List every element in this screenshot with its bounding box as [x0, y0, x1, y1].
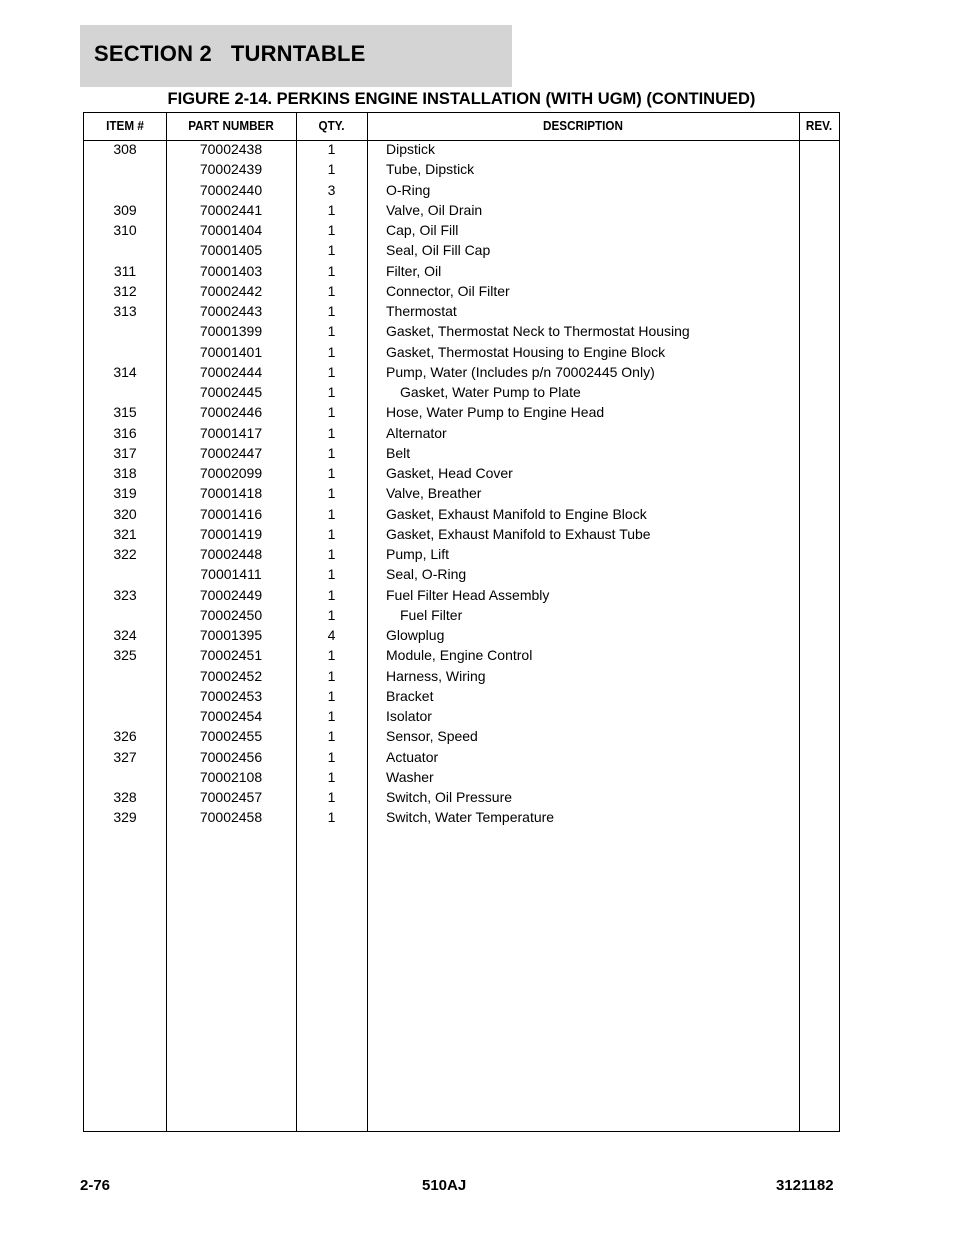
page-number: 2-76 [80, 1177, 111, 1194]
qty-cell: 1 [327, 505, 336, 522]
part-number-cell: 70001416 [199, 505, 263, 522]
item-cell: 326 [113, 728, 137, 745]
qty-cell: 1 [327, 343, 336, 360]
table-row [84, 708, 839, 728]
table-row [84, 263, 839, 283]
qty-cell: 1 [327, 546, 336, 562]
part-number-cell: 70001405 [199, 242, 263, 259]
part-number-cell: 70002439 [199, 161, 263, 178]
table-row [84, 323, 839, 343]
qty-cell: 1 [327, 465, 336, 481]
part-number-cell: 70002449 [199, 586, 263, 603]
qty-cell: 1 [327, 728, 336, 745]
part-number-cell: 70001417 [199, 424, 263, 441]
description-cell: Isolator [386, 708, 432, 724]
item-cell: 323 [113, 586, 137, 603]
qty-cell: 1 [327, 708, 336, 724]
description-cell: Filter, Oil [386, 262, 442, 279]
table-body [84, 141, 839, 830]
qty-cell: 1 [327, 262, 336, 279]
part-number-cell: 70002448 [199, 546, 263, 562]
table-row [84, 344, 839, 364]
description-cell: Gasket, Thermostat Neck to Thermostat Housing [386, 323, 690, 340]
qty-cell: 1 [327, 606, 336, 623]
item-cell: 321 [113, 525, 137, 542]
item-cell: 328 [113, 789, 137, 805]
table-row [84, 647, 839, 667]
item-cell: 312 [113, 282, 137, 299]
header-rev: REV. [805, 118, 833, 133]
part-number-cell: 70002446 [199, 404, 263, 421]
table-row [84, 182, 839, 202]
table-row [84, 627, 839, 647]
part-number-cell: 70002444 [199, 363, 263, 380]
qty-cell: 1 [327, 384, 336, 400]
figure-title: FIGURE 2-14. PERKINS ENGINE INSTALLATION (WITH UGM) (CONTINUED) [167, 90, 756, 108]
table-row [84, 749, 839, 769]
part-number-cell: 70002456 [199, 748, 263, 765]
part-number-cell: 70002108 [199, 768, 263, 785]
qty-cell: 1 [327, 141, 336, 157]
part-number-cell: 70001395 [199, 627, 263, 643]
item-cell: 311 [113, 262, 137, 279]
description-cell: Gasket, Water Pump to Plate [400, 384, 581, 400]
description-cell: Gasket, Exhaust Manifold to Exhaust Tube [386, 525, 651, 542]
qty-cell: 1 [327, 444, 336, 461]
table-row [84, 222, 839, 242]
header-description: DESCRIPTION [543, 118, 623, 133]
qty-cell: 1 [327, 363, 336, 380]
item-cell: 320 [113, 505, 137, 522]
description-cell: Pump, Lift [386, 546, 450, 562]
qty-cell: 1 [327, 282, 336, 299]
item-cell: 314 [113, 363, 137, 380]
document-number: 3121182 [776, 1177, 834, 1194]
table-row [84, 384, 839, 404]
description-cell: Fuel Filter Head Assembly [386, 586, 550, 603]
section-banner [80, 25, 512, 87]
part-number-cell: 70002445 [199, 384, 263, 400]
description-cell: Seal, O-Ring [386, 566, 467, 583]
part-number-cell: 70002443 [199, 303, 263, 319]
description-cell: Seal, Oil Fill Cap [386, 242, 491, 259]
table-row [84, 465, 839, 485]
table-row [84, 587, 839, 607]
item-cell: 317 [113, 444, 137, 461]
item-cell: 319 [113, 485, 137, 502]
qty-cell: 1 [327, 323, 336, 340]
item-cell: 310 [113, 222, 137, 238]
header-item: ITEM # [106, 118, 144, 133]
table-row [84, 425, 839, 445]
part-number-cell: 70002440 [199, 181, 263, 198]
description-cell: Gasket, Exhaust Manifold to Engine Block [386, 505, 647, 522]
item-cell: 316 [113, 424, 137, 441]
description-cell: Bracket [386, 687, 434, 704]
part-number-cell: 70001399 [199, 323, 263, 340]
description-cell: Harness, Wiring [386, 667, 486, 684]
part-number-cell: 70002447 [199, 444, 263, 461]
table-row [84, 789, 839, 809]
parts-table [83, 112, 840, 1132]
item-cell: 309 [113, 201, 137, 218]
description-cell: Alternator [386, 424, 447, 441]
qty-cell: 1 [327, 687, 336, 704]
description-cell: Thermostat [386, 303, 457, 319]
description-cell: Connector, Oil Filter [386, 282, 510, 299]
item-cell: 313 [113, 303, 137, 319]
description-cell: Valve, Breather [386, 485, 482, 502]
table-row [84, 485, 839, 505]
description-cell: Belt [386, 444, 411, 461]
description-cell: Washer [386, 768, 434, 785]
table-row [84, 607, 839, 627]
description-cell: Gasket, Thermostat Housing to Engine Block [386, 343, 666, 360]
table-row [84, 141, 839, 161]
part-number-cell: 70001404 [199, 222, 263, 238]
qty-cell: 1 [327, 647, 336, 664]
qty-cell: 1 [327, 161, 336, 178]
table-row [84, 202, 839, 222]
section-title: SECTION 2 TURNTABLE [94, 41, 366, 66]
description-cell: Valve, Oil Drain [386, 201, 483, 218]
table-row [84, 809, 839, 829]
table-row [84, 242, 839, 262]
item-cell: 322 [113, 546, 137, 562]
description-cell: Tube, Dipstick [386, 161, 475, 178]
table-row [84, 283, 839, 303]
qty-cell: 1 [327, 222, 336, 238]
description-cell: Pump, Water (Includes p/n 70002445 Only) [386, 363, 655, 380]
qty-cell: 1 [327, 809, 336, 826]
part-number-cell: 70001418 [199, 485, 263, 502]
qty-cell: 1 [327, 768, 336, 785]
table-row [84, 688, 839, 708]
item-cell: 308 [113, 141, 137, 157]
qty-cell: 1 [327, 667, 336, 684]
part-number-cell: 70002455 [199, 728, 263, 745]
table-row [84, 668, 839, 688]
qty-cell: 1 [327, 303, 336, 319]
part-number-cell: 70002450 [199, 606, 263, 623]
description-cell: Cap, Oil Fill [386, 222, 459, 238]
header-qty: QTY. [318, 118, 345, 133]
description-cell: Module, Engine Control [386, 647, 533, 664]
part-number-cell: 70002451 [199, 647, 263, 664]
table-row [84, 364, 839, 384]
item-cell: 327 [113, 748, 137, 765]
table-row [84, 546, 839, 566]
description-cell: Actuator [386, 748, 439, 765]
table-row [84, 566, 839, 586]
qty-cell: 1 [327, 586, 336, 603]
qty-cell: 1 [327, 789, 336, 805]
item-cell: 325 [113, 647, 137, 664]
table-row [84, 161, 839, 181]
qty-cell: 1 [327, 201, 336, 218]
table-row [84, 445, 839, 465]
table-row [84, 526, 839, 546]
description-cell: Switch, Oil Pressure [386, 789, 513, 805]
table-row [84, 506, 839, 526]
table-row [84, 728, 839, 748]
table-row [84, 303, 839, 323]
item-cell: 318 [113, 465, 137, 481]
description-cell: Switch, Water Temperature [386, 809, 555, 826]
qty-cell: 1 [327, 242, 336, 259]
part-number-cell: 70002452 [199, 667, 263, 684]
part-number-cell: 70002441 [199, 201, 263, 218]
part-number-cell: 70002099 [199, 465, 263, 481]
item-cell: 315 [113, 404, 137, 421]
description-cell: Glowplug [386, 627, 445, 643]
qty-cell: 1 [327, 404, 336, 421]
table-row [84, 769, 839, 789]
part-number-cell: 70002457 [199, 789, 263, 805]
table-row [84, 404, 839, 424]
qty-cell: 3 [327, 181, 336, 198]
qty-cell: 1 [327, 424, 336, 441]
header-part-number: PART NUMBER [188, 118, 274, 133]
part-number-cell: 70002458 [199, 809, 263, 826]
description-cell: Hose, Water Pump to Engine Head [386, 404, 605, 421]
model-name: 510AJ [422, 1177, 467, 1194]
part-number-cell: 70002438 [199, 141, 263, 157]
item-cell: 329 [113, 809, 137, 826]
qty-cell: 1 [327, 525, 336, 542]
description-cell: O-Ring [386, 181, 431, 198]
part-number-cell: 70002442 [199, 282, 263, 299]
item-cell: 324 [113, 627, 137, 643]
description-cell: Sensor, Speed [386, 728, 478, 745]
part-number-cell: 70001403 [199, 262, 263, 279]
part-number-cell: 70001401 [199, 343, 263, 360]
part-number-cell: 70001419 [199, 525, 263, 542]
part-number-cell: 70002454 [199, 708, 263, 724]
qty-cell: 1 [327, 485, 336, 502]
description-cell: Fuel Filter [400, 606, 463, 623]
description-cell: Gasket, Head Cover [386, 465, 513, 481]
qty-cell: 1 [327, 566, 336, 583]
qty-cell: 1 [327, 748, 336, 765]
part-number-cell: 70001411 [200, 566, 262, 583]
part-number-cell: 70002453 [199, 687, 263, 704]
description-cell: Dipstick [386, 141, 436, 157]
qty-cell: 4 [327, 627, 336, 643]
